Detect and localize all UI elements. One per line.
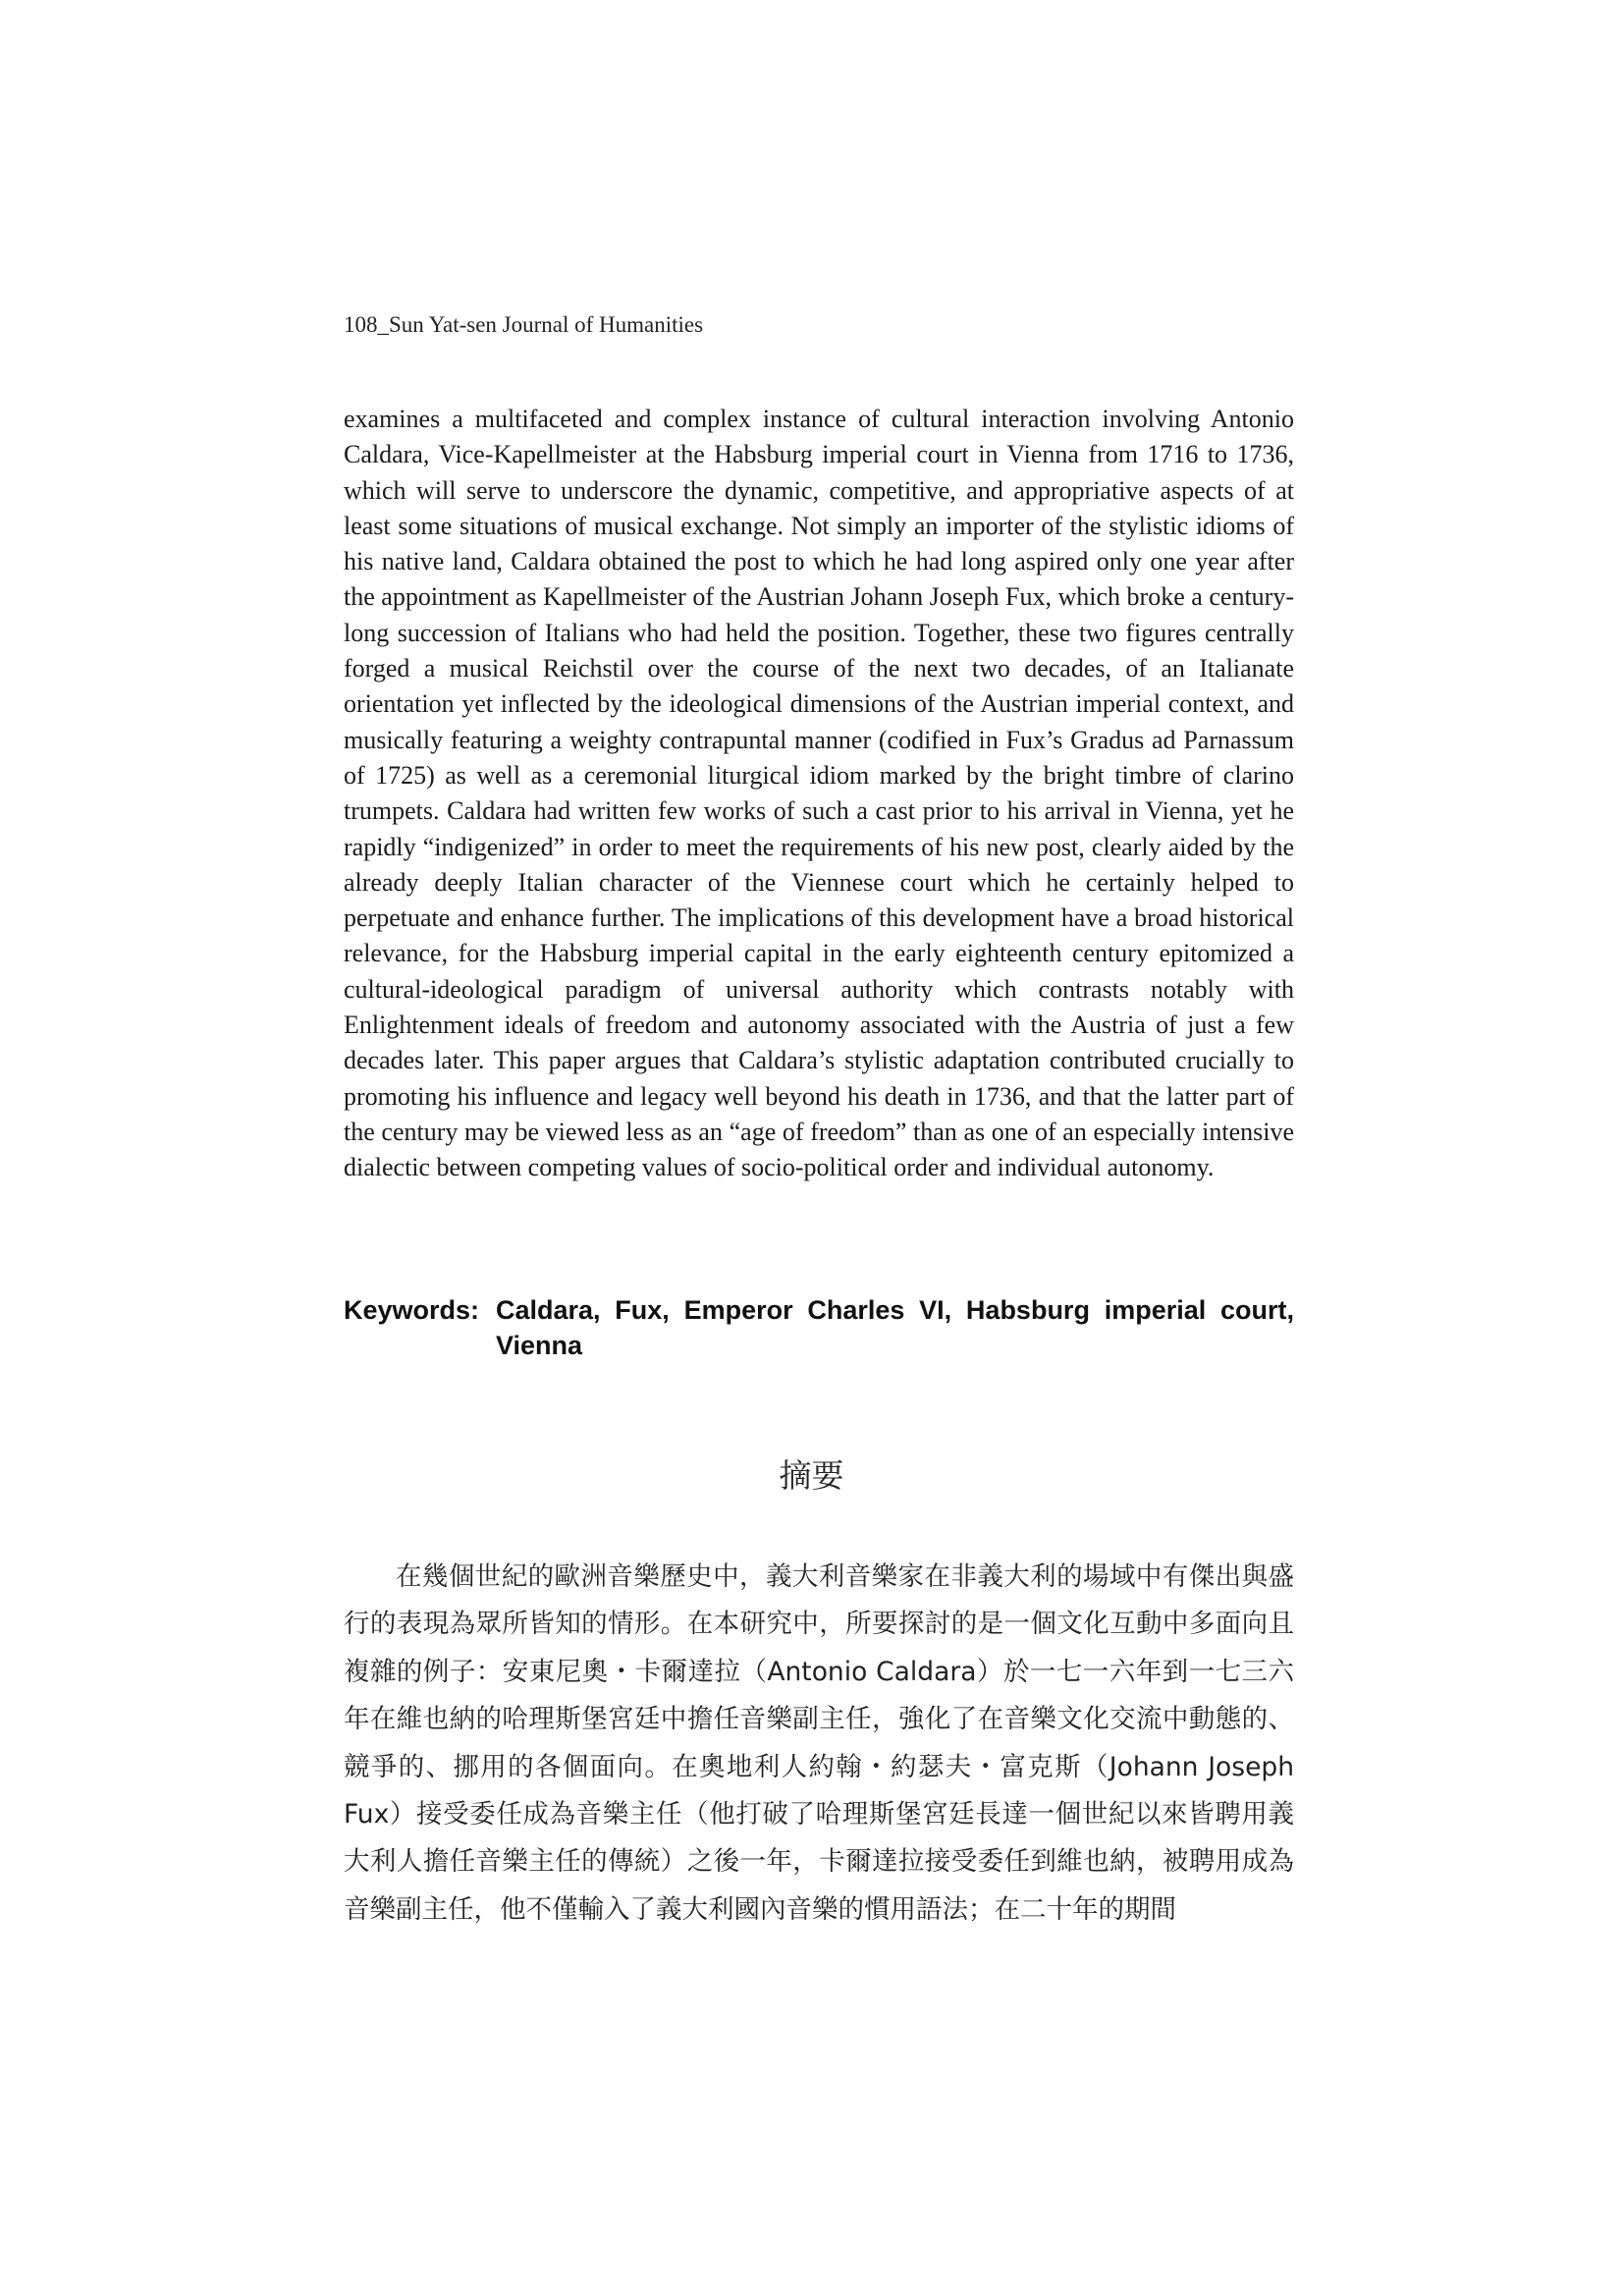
chinese-abstract-heading: 摘要 (779, 1456, 844, 1495)
running-header: 108_Sun Yat-sen Journal of Humanities (344, 312, 704, 337)
abstract-paragraph: examines a multifaceted and complex instance of cultural interaction involving Antonio Caldara, Vice-Kapellmeister at the Habsburg imperial court in Vienna from 1716 to 1736, which will serve to underscore the dynamic, competitive, and appropriative aspects of at least some situations of musical exchange. Not simply an importer of the stylistic idioms of his native land, Caldara obtained the post to which he had long aspired only one year after the appointment as Kapellmeister of the Austrian Johann Joseph Fux, which broke a century-long succession of Italians who had held the position. Together, these two figures centrally forged a musical Reichstil over the course of the next two decades, of an Italianate orientation yet inflected by the ideological dimensions of the Austrian imperial context, and musically featuring a weighty contrapuntal manner (codified in Fux’s Gradus ad Parnassum of 1725) as well as a ceremonial liturgical idiom marked by the bright timbre of clarino trumpets. Caldara had written few works of such a cast prior to his arrival in Vienna, yet he rapidly “indigenized” in order to meet the requirements of his new post, clearly aided by the already deeply Italian character of the Viennese court which he certainly helped to perpetuate and enhance further. The implications of this development have a broad historical relevance, for the Habsburg imperial capital in the early eighteenth century epitomized a cultural-ideological paradigm of universal authority which contrasts notably with Enlightenment ideals of freedom and autonomy associated with the Austria of just a few decades later. This paper argues that Caldara’s stylistic adaptation contributed crucially to promoting his influence and legacy well beyond his death in 1736, and that the latter part of the century may be viewed less as an “age of freedom” than as one of an especially intensive dialectic between competing values of socio-political order and individual autonomy. (344, 405, 1294, 1182)
keywords-label: Keywords: (344, 1295, 480, 1325)
keywords-list: Caldara, Fux, Emperor Charles VI, Habsburg imperial court, Vienna (496, 1295, 1294, 1360)
keywords-block (344, 1292, 1294, 1363)
chinese-abstract-paragraph: 在幾個世紀的歐洲音樂歷史中，義大利音樂家在非義大利的場域中有傑出與盛行的表現為眾所皆知的情形。在本研究中，所要探討的是一個文化互動中多面向且複雜的例子：安東尼奧・卡爾達拉（Antonio Caldara）於一七一六年到一七三六年在維也納的哈理斯堡宮廷中擔任音樂副主任，強化了在音樂文化交流中動態的、競爭的、挪用的各個面向。在奧地利人約翰・約瑟夫・富克斯（Johann Joseph Fux）接受委任成為音樂主任（他打破了哈理斯堡宮廷長達一個世紀以來皆聘用義大利人擔任音樂主任的傳統）之後一年，卡爾達拉接受委任到維也納，被聘用成為音樂副主任，他不僅輸入了義大利國內音樂的慣用語法；在二十年的期間 (344, 1561, 1294, 1925)
